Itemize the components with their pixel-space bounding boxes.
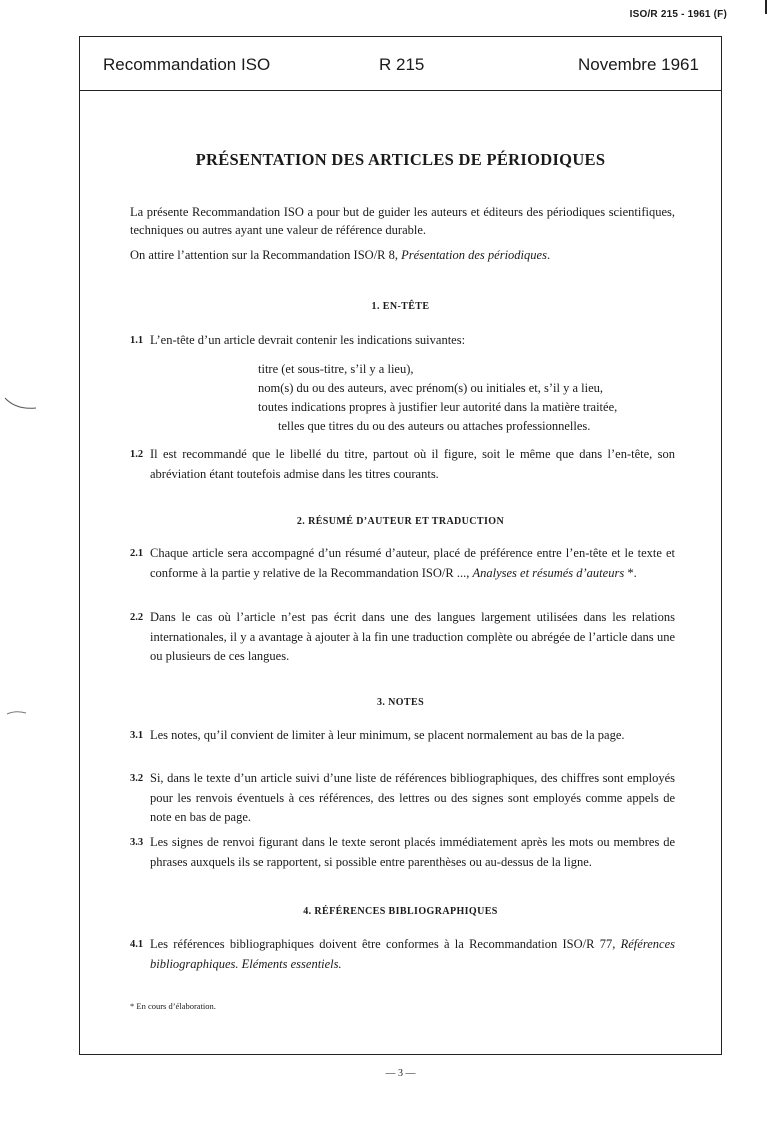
clause-text	[130, 544, 675, 583]
footnote: * En cours d’élaboration.	[130, 1001, 216, 1011]
clause-text-main: Chaque article sera accompagné d’un résumé d’auteur, placé de préférence entre l’en-tête et le texte et conforme à la partie y relative de la Recommandation ISO/R ...,	[150, 546, 675, 580]
header-right: Novembre 1961	[578, 55, 699, 74]
list-item: toutes indications propres à justifier leur autorité dans la matière traitée,	[258, 400, 618, 414]
header-indications-list	[258, 360, 698, 436]
page-title: PRÉSENTATION DES ARTICLES DE PÉRIODIQUES	[195, 150, 606, 169]
clause-text: Les signes de renvoi figurant dans le texte seront placés immédiatement après les mots ou membres de phrases auxquels ils se rapportent, si possible entre parenthèses ou au-dessus de la ligne.	[150, 835, 675, 869]
header-divider	[79, 90, 722, 91]
page-number: — 3 —	[385, 1068, 416, 1079]
clause-4-1	[130, 935, 675, 974]
scan-edge-mark	[765, 0, 767, 14]
clause-number: 4.1	[130, 939, 144, 950]
clause-3-2	[130, 769, 675, 828]
section-heading-en-tete: 1. EN-TÊTE	[371, 301, 430, 312]
clause-number: 1.1	[130, 335, 144, 346]
clause-text: Les notes, qu’il convient de limiter à leur minimum, se placent normalement au bas de la page.	[150, 728, 625, 742]
list-item: telles que titres du ou des auteurs ou attaches professionnelles.	[278, 419, 591, 433]
header-center: R 215	[379, 55, 425, 74]
intro-reference-text: On attire l’attention sur la Recommandation ISO/R 8,	[130, 248, 402, 262]
list-item: titre (et sous-titre, s’il y a lieu),	[258, 362, 414, 376]
intro-reference-title: Présentation des périodiques	[401, 248, 547, 262]
footnote-marker: *.	[624, 565, 637, 580]
clause-number: 3.3	[130, 837, 144, 848]
clause-number: 3.1	[130, 730, 144, 741]
clause-number: 3.2	[130, 773, 144, 784]
document-id: ISO/R 215 - 1961 (F)	[629, 9, 727, 20]
intro-paragraph-reference	[130, 247, 675, 265]
header-left: Recommandation ISO	[103, 55, 271, 74]
clause-text	[130, 935, 675, 974]
clause-text: Dans le cas où l’article n’est pas écrit dans une des langues largement utilisées dans les relations internationales, il y a avantage à ajouter à la fin une traduction complète ou abrégée de l’article dans une ou plusieurs de ces langues.	[150, 610, 675, 663]
scan-artifact-mark	[4, 396, 38, 416]
scan-artifact-mark	[6, 708, 28, 720]
clause-number: 2.2	[130, 612, 144, 623]
clause-text: Si, dans le texte d’un article suivi d’une liste de références bibliographiques, des chiffres sont employés pour les renvois éventuels à ces références, des lettres ou des signes sont employés comme appels de note en bas de page.	[150, 771, 675, 824]
clause-3-1	[130, 726, 675, 746]
clause-2-1	[130, 544, 675, 583]
clause-text-main: Les références bibliographiques doivent être conformes à la Recommandation ISO/R 77,	[150, 937, 621, 951]
clause-1-1	[130, 331, 675, 351]
intro-reference-suffix: .	[546, 248, 551, 262]
clause-text: L’en-tête d’un article devrait contenir les indications suivantes:	[150, 333, 466, 347]
clause-reference-title: Références bibliographiques. Eléments essentiels.	[150, 937, 675, 971]
intro-paragraph: La présente Recommandation ISO a pour but de guider les auteurs et éditeurs des périodiques scientifiques, techniques ou autres ayant une valeur de référence durable.	[130, 205, 675, 237]
clause-2-2	[130, 608, 675, 667]
clause-number: 1.2	[130, 449, 144, 460]
clause-3-3	[130, 833, 675, 872]
clause-reference-title: Analyses et résumés d’auteurs	[472, 565, 625, 580]
clause-1-2	[130, 445, 675, 484]
list-item: nom(s) du ou des auteurs, avec prénom(s) ou initiales et, s’il y a lieu,	[258, 381, 604, 395]
section-heading-notes: 3. NOTES	[376, 697, 425, 708]
section-heading-references: 4. RÉFÉRENCES BIBLIOGRAPHIQUES	[303, 906, 498, 917]
clause-number: 2.1	[130, 548, 144, 559]
clause-text: Il est recommandé que le libellé du titre, partout où il figure, soit le même que dans l’en-tête, son abréviation étant toutefois admise dans les titres courants.	[150, 447, 675, 481]
section-heading-resume: 2. RÉSUMÉ D’AUTEUR ET TRADUCTION	[296, 516, 505, 527]
